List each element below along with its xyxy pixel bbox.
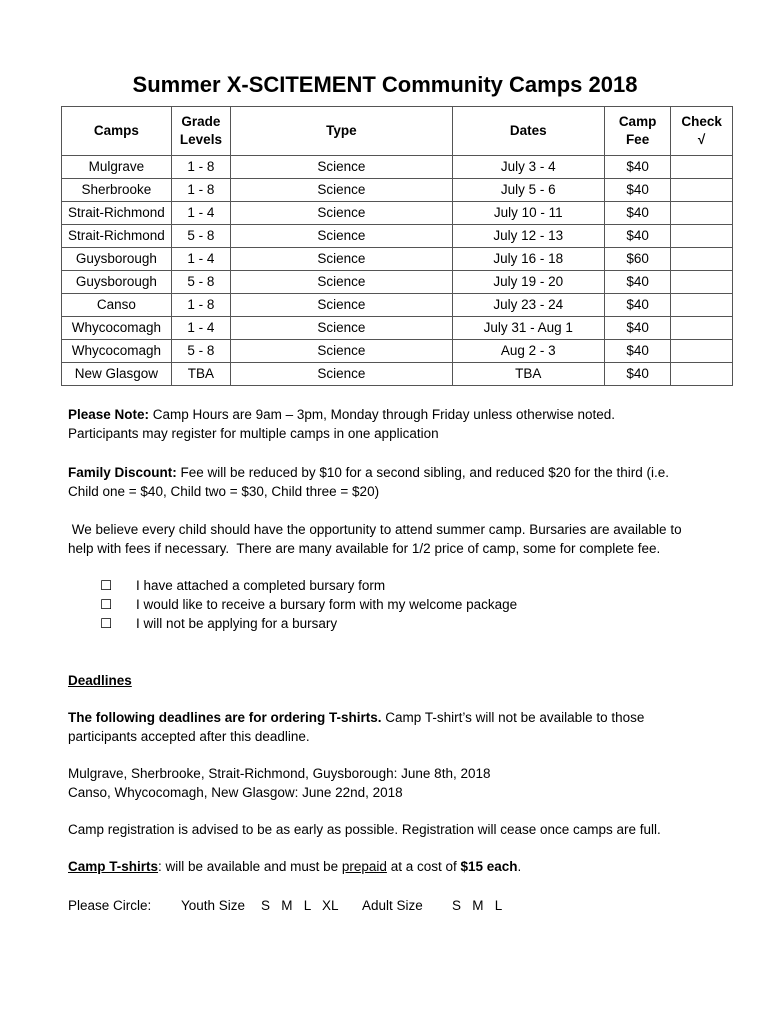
tshirt-cost: $15 each xyxy=(460,859,518,874)
please-note-label: Please Note: xyxy=(68,407,150,422)
deadline-date-group1: Mulgrave, Sherbrooke, Strait-Richmond, Guysborough: June 8th, 2018 xyxy=(68,766,491,781)
tshirt-label: Camp T-shirts xyxy=(68,859,159,874)
camp-type: Science xyxy=(231,202,453,225)
camp-dates: Aug 2 - 3 xyxy=(452,340,604,363)
camp-dates: July 31 - Aug 1 xyxy=(452,317,604,340)
registration-note: Camp registration is advised to be as early as possible. Registration will cease once camps are full. xyxy=(68,822,661,837)
header-dates: Dates xyxy=(452,107,604,156)
adult-size-options[interactable]: S M L xyxy=(452,898,503,913)
header-type: Type xyxy=(231,107,453,156)
tshirt-info xyxy=(68,857,718,876)
check-cell[interactable] xyxy=(671,294,733,317)
check-cell[interactable] xyxy=(671,363,733,386)
check-cell[interactable] xyxy=(671,225,733,248)
camp-dates: July 10 - 11 xyxy=(452,202,604,225)
tshirt-text2: at a cost of xyxy=(386,859,461,874)
camp-type: Science xyxy=(231,271,453,294)
grade-levels: 1 - 4 xyxy=(171,202,230,225)
camp-type: Science xyxy=(231,340,453,363)
camp-fee: $40 xyxy=(604,156,670,179)
grade-levels: TBA xyxy=(171,363,230,386)
check-cell[interactable] xyxy=(671,202,733,225)
table-row xyxy=(62,179,733,202)
camp-name: Strait-Richmond xyxy=(62,202,172,225)
tshirt-text1: : will be available and must be xyxy=(158,859,342,874)
camp-dates: July 5 - 6 xyxy=(452,179,604,202)
camp-dates: July 19 - 20 xyxy=(452,271,604,294)
family-discount xyxy=(68,463,718,501)
grade-levels: 5 - 8 xyxy=(171,340,230,363)
camp-type: Science xyxy=(231,179,453,202)
camp-name: Guysborough xyxy=(62,271,172,294)
page-title: Summer X-SCITEMENT Community Camps 2018 xyxy=(132,72,638,97)
camp-fee: $40 xyxy=(604,294,670,317)
table-row xyxy=(62,317,733,340)
camps-table xyxy=(61,106,733,386)
grade-levels: 1 - 8 xyxy=(171,294,230,317)
camp-fee: $40 xyxy=(604,363,670,386)
camp-fee: $60 xyxy=(604,248,670,271)
camp-fee: $40 xyxy=(604,225,670,248)
camp-dates: July 12 - 13 xyxy=(452,225,604,248)
table-row xyxy=(62,156,733,179)
bursary-option-attached[interactable] xyxy=(100,576,385,595)
camp-name: Canso xyxy=(62,294,172,317)
check-cell[interactable] xyxy=(671,317,733,340)
deadlines-heading: Deadlines xyxy=(68,673,132,688)
check-cell[interactable] xyxy=(671,156,733,179)
table-header-row xyxy=(62,107,733,156)
camp-dates: July 16 - 18 xyxy=(452,248,604,271)
camp-fee: $40 xyxy=(604,271,670,294)
bursary-option-welcome-package[interactable] xyxy=(100,595,517,614)
bursary-option-label: I will not be applying for a bursary xyxy=(136,616,338,631)
table-row xyxy=(62,225,733,248)
table-row xyxy=(62,340,733,363)
check-cell[interactable] xyxy=(671,248,733,271)
family-discount-line2: Child one = $40, Child two = $30, Child three = $20) xyxy=(68,484,380,499)
grade-levels: 5 - 8 xyxy=(171,271,230,294)
deadlines-lead xyxy=(68,708,718,746)
deadline-date-group2: Canso, Whycocomagh, New Glasgow: June 22nd, 2018 xyxy=(68,785,403,800)
camp-type: Science xyxy=(231,317,453,340)
bursary-line2: help with fees if necessary. There are many available for 1/2 price of camp, some for complete fee. xyxy=(68,541,661,556)
deadline-dates xyxy=(68,764,718,802)
bursary-paragraph xyxy=(68,520,728,558)
camp-name: Guysborough xyxy=(62,248,172,271)
family-discount-text: Fee will be reduced by $10 for a second sibling, and reduced $20 for the third (i.e. xyxy=(176,465,670,480)
check-cell[interactable] xyxy=(671,340,733,363)
deadlines-lead-line2: participants accepted after this deadline. xyxy=(68,729,310,744)
checkbox-icon[interactable]: ☐ xyxy=(100,616,113,631)
camp-type: Science xyxy=(231,225,453,248)
please-circle-label: Please Circle: xyxy=(68,898,152,913)
camp-name: Whycocomagh xyxy=(62,317,172,340)
please-note-text: Camp Hours are 9am – 3pm, Monday through Friday unless otherwise noted. xyxy=(149,407,616,422)
grade-levels: 5 - 8 xyxy=(171,225,230,248)
bursary-line1: We believe every child should have the opportunity to attend summer camp. Bursaries are available to xyxy=(68,522,682,537)
bursary-option-not-applying[interactable] xyxy=(100,614,337,633)
please-note xyxy=(68,405,718,443)
check-cell[interactable] xyxy=(671,179,733,202)
adult-size-label: Adult Size xyxy=(362,898,423,913)
camp-dates: July 3 - 4 xyxy=(452,156,604,179)
camp-name: New Glasgow xyxy=(62,363,172,386)
camp-dates: TBA xyxy=(452,363,604,386)
table-row xyxy=(62,294,733,317)
camp-name: Sherbrooke xyxy=(62,179,172,202)
camp-fee: $40 xyxy=(604,202,670,225)
camp-name: Whycocomagh xyxy=(62,340,172,363)
camp-type: Science xyxy=(231,363,453,386)
family-discount-label: Family Discount: xyxy=(68,465,177,480)
camp-name: Mulgrave xyxy=(62,156,172,179)
camp-fee: $40 xyxy=(604,179,670,202)
deadlines-lead-rest: Camp T-shirt’s will not be available to those xyxy=(381,710,645,725)
youth-size-label: Youth Size xyxy=(181,898,246,913)
header-check: Check √ xyxy=(671,107,733,156)
please-note-line2: Participants may register for multiple camps in one application xyxy=(68,426,439,441)
header-grade-levels: Grade Levels xyxy=(171,107,230,156)
camp-type: Science xyxy=(231,294,453,317)
header-camps: Camps xyxy=(62,107,172,156)
youth-size-options[interactable]: S M L XL xyxy=(261,898,339,913)
camp-name: Strait-Richmond xyxy=(62,225,172,248)
table-row xyxy=(62,202,733,225)
table-row xyxy=(62,248,733,271)
bursary-option-label: I would like to receive a bursary form with my welcome package xyxy=(136,597,518,612)
camp-fee: $40 xyxy=(604,317,670,340)
bursary-option-label: I have attached a completed bursary form xyxy=(136,578,386,593)
checkbox-icon[interactable]: ☐ xyxy=(100,578,113,593)
tshirt-end: . xyxy=(517,859,522,874)
grade-levels: 1 - 4 xyxy=(171,317,230,340)
camp-type: Science xyxy=(231,156,453,179)
camp-type: Science xyxy=(231,248,453,271)
camp-fee: $40 xyxy=(604,340,670,363)
tshirt-prepaid: prepaid xyxy=(341,859,387,874)
table-row xyxy=(62,271,733,294)
checkbox-icon[interactable]: ☐ xyxy=(100,597,113,612)
check-cell[interactable] xyxy=(671,271,733,294)
grade-levels: 1 - 8 xyxy=(171,179,230,202)
grade-levels: 1 - 8 xyxy=(171,156,230,179)
grade-levels: 1 - 4 xyxy=(171,248,230,271)
camp-dates: July 23 - 24 xyxy=(452,294,604,317)
table-row xyxy=(62,363,733,386)
deadlines-lead-bold: The following deadlines are for ordering T-shirts. xyxy=(68,710,382,725)
header-camp-fee: Camp Fee xyxy=(604,107,670,156)
